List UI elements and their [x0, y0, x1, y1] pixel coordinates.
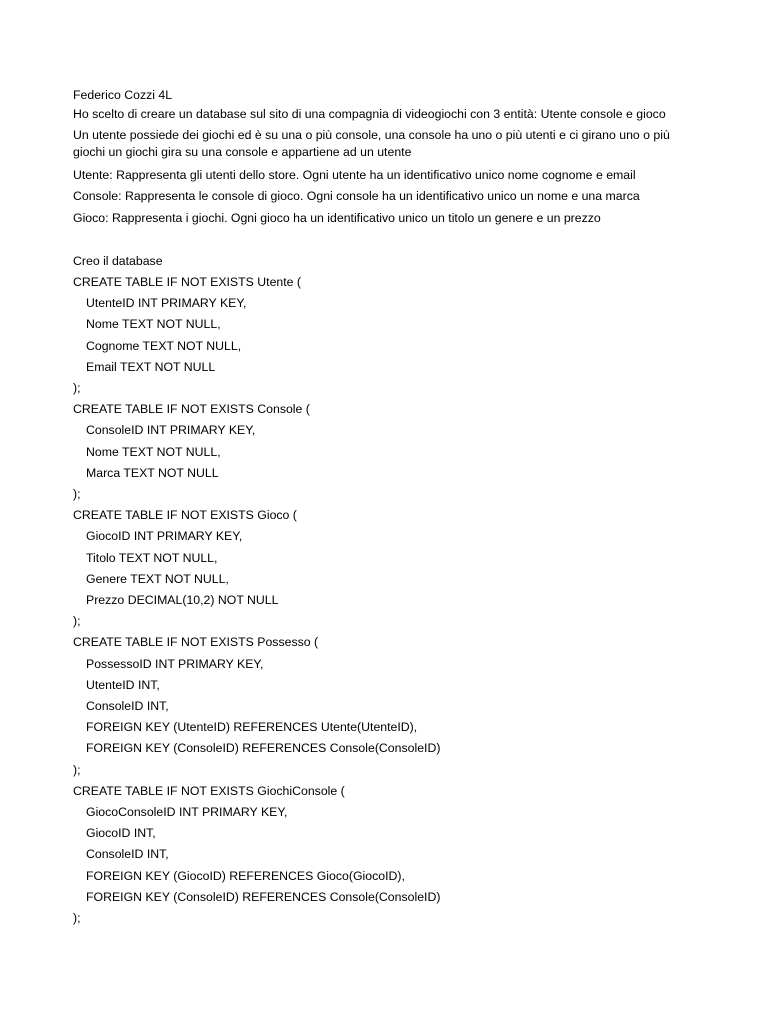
sql-code-block	[73, 272, 688, 929]
code-line: Titolo TEXT NOT NULL,	[86, 550, 218, 565]
code-line: CREATE TABLE IF NOT EXISTS Possesso (	[73, 635, 319, 650]
section-heading: Creo il database	[73, 253, 163, 268]
code-line: Genere TEXT NOT NULL,	[86, 571, 229, 586]
code-line: );	[73, 487, 81, 502]
code-line: CREATE TABLE IF NOT EXISTS Utente (	[73, 274, 302, 289]
code-line: );	[73, 911, 81, 926]
author-line: Federico Cozzi 4L	[73, 88, 173, 102]
code-line: FOREIGN KEY (UtenteID) REFERENCES Utente(UtenteID),	[86, 720, 418, 735]
code-line: );	[73, 614, 81, 629]
code-line: Prezzo DECIMAL(10,2) NOT NULL	[86, 593, 279, 608]
code-line: CREATE TABLE IF NOT EXISTS Gioco (	[73, 508, 297, 523]
code-line: FOREIGN KEY (ConsoleID) REFERENCES Console(ConsoleID)	[86, 741, 441, 756]
code-line: ConsoleID INT,	[86, 699, 169, 714]
intro-paragraph: Console: Rappresenta le console di gioco. Ogni console ha un identificativo unico un nome e una marca	[73, 189, 640, 204]
intro-paragraph: Ho scelto di creare un database sul sito di una compagnia di videogiochi con 3 entità: Utente console e gioco	[73, 107, 666, 122]
code-line: Nome TEXT NOT NULL,	[86, 317, 221, 332]
intro-paragraph: Utente: Rappresenta gli utenti dello store. Ogni utente ha un identificativo unico nome cognome e email	[73, 168, 636, 183]
code-line: FOREIGN KEY (GiocoID) REFERENCES Gioco(GiocoID),	[86, 868, 405, 883]
code-line: Nome TEXT NOT NULL,	[86, 444, 221, 459]
blank-line	[73, 229, 688, 251]
code-line: Marca TEXT NOT NULL	[86, 465, 219, 480]
code-line: CREATE TABLE IF NOT EXISTS GiochiConsole (	[73, 783, 345, 798]
code-line: Email TEXT NOT NULL	[86, 359, 216, 374]
intro-paragraph: Gioco: Rappresenta i giochi. Ogni gioco ha un identificativo unico un titolo un genere e un prezzo	[73, 210, 601, 225]
code-line: );	[73, 381, 81, 395]
code-line: Cognome TEXT NOT NULL,	[86, 338, 242, 353]
code-line: FOREIGN KEY (ConsoleID) REFERENCES Console(ConsoleID)	[86, 889, 441, 904]
code-line: GiocoID INT,	[86, 826, 156, 841]
code-line: GiocoID INT PRIMARY KEY,	[86, 529, 243, 544]
code-line: PossessoID INT PRIMARY KEY,	[86, 656, 264, 671]
code-line: UtenteID INT,	[86, 677, 160, 692]
code-line: CREATE TABLE IF NOT EXISTS Console (	[73, 402, 310, 417]
code-line: UtenteID INT PRIMARY KEY,	[86, 296, 247, 311]
intro-paragraph: Un utente possiede dei giochi ed è su una o più console, una console ha uno o più utenti e ci girano uno o più giochi un giochi gira su una console e appartiene ad un utente	[73, 128, 670, 159]
code-line: GiocoConsoleID INT PRIMARY KEY,	[86, 805, 288, 820]
code-line: ConsoleID INT PRIMARY KEY,	[86, 423, 256, 438]
code-line: ConsoleID INT,	[86, 847, 169, 862]
code-line: );	[73, 762, 81, 777]
